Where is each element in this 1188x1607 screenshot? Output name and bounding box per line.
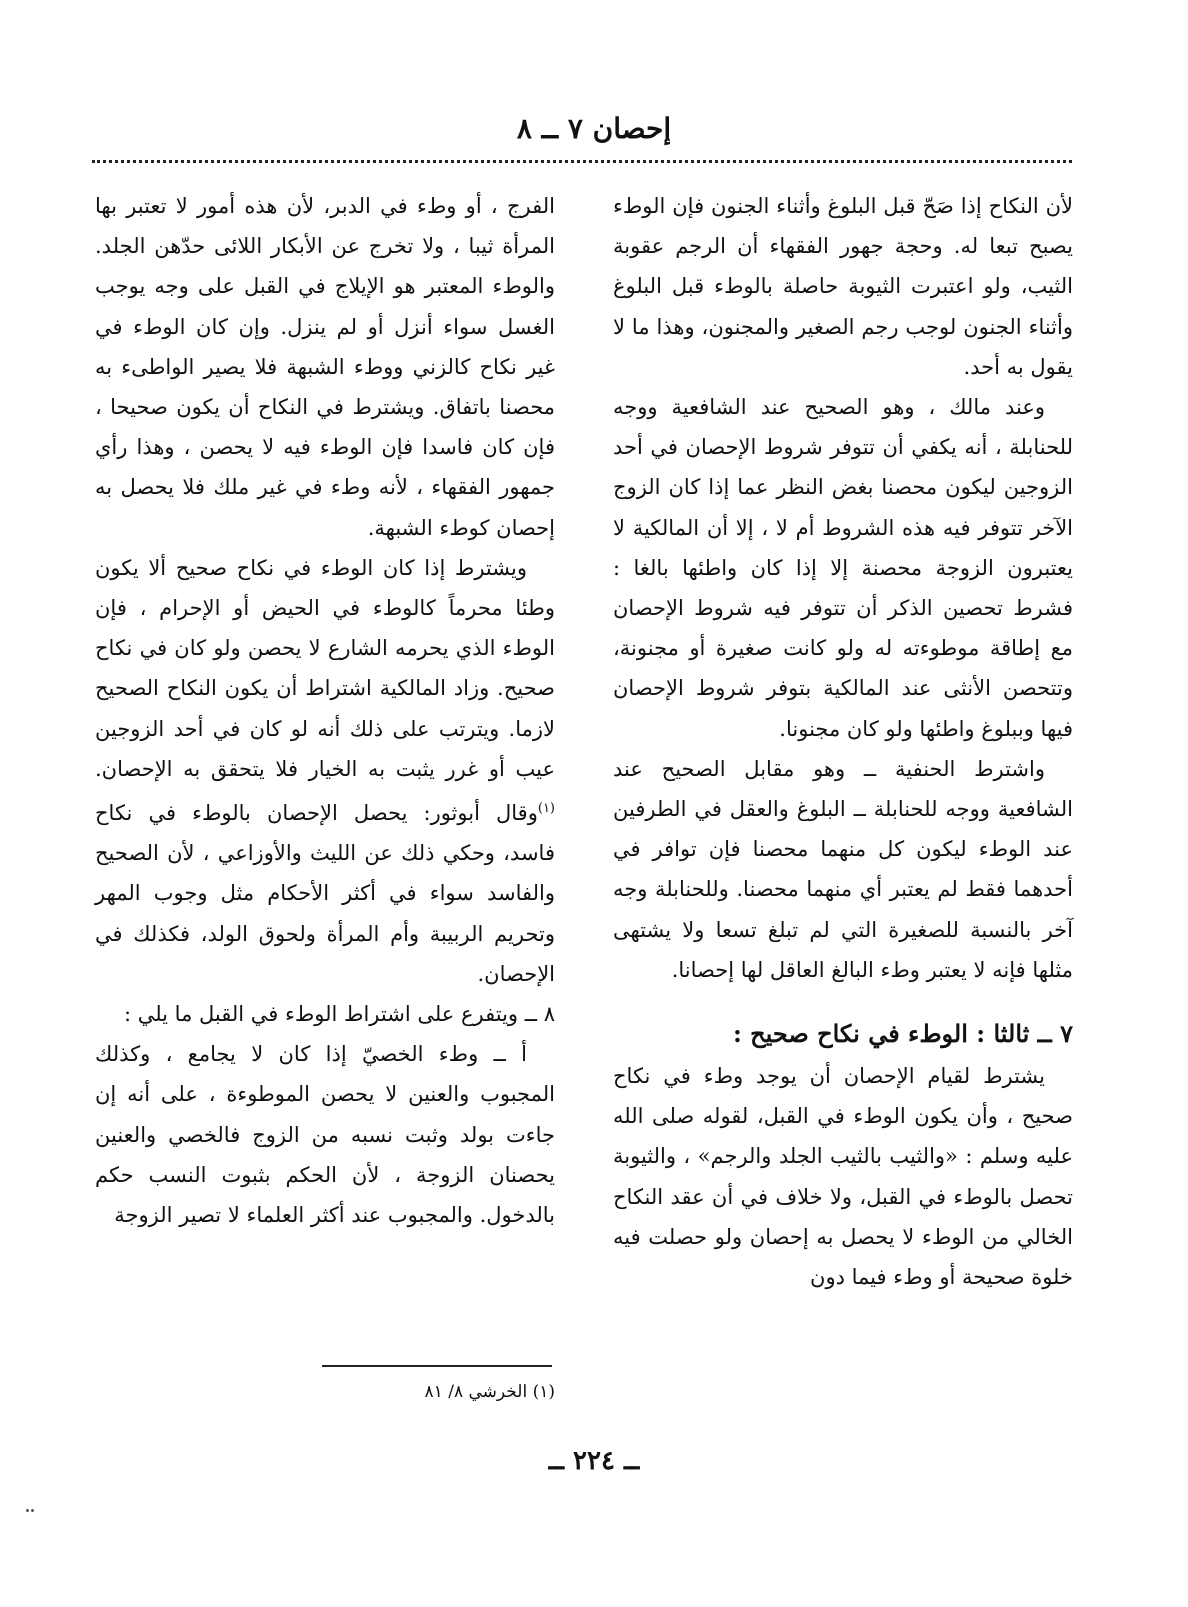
right-paragraph-4: يشترط لقيام الإحصان أن يوجد وطء في نكاح صحيح ، وأن يكون الوطء في القبل، لقوله صلى الله عليه وسلم : «والثيب بالثيب الجلد والرجم» ، والثيوبة تحصل بالوطء في القبل، ولا خلاف في أن عقد النكاح الخالي من الوطء لا يحصل به إحصان ولو حصلت فيه خلوة صحيحة أو وطء فيما دون [613,1064,1073,1290]
right-paragraph-1: لأن النكاح إذا صَحّ قبل البلوغ وأثناء الجنون فإن الوطء يصبح تبعا له. وحجة جهور الفقهاء أن الرجم عقوبة الثيب، ولو اعتبرت الثيوبة حاصلة بالوطء قبل البلوغ وأثناء الجنون لوجب رجم الصغير والمجنون، وهذا ما لا يقول به أحد. [613,194,1074,379]
footnote-rule [322,1365,552,1367]
right-paragraph-2: وعند مالك ، وهو الصحيح عند الشافعية ووجه للحنابلة ، أنه يكفي أن تتوفر شروط الإحصان في أحد الزوجين ليكون محصنا بغض النظر عما إذا كان الزوج الآخر تتوفر فيه هذه الشروط أم لا ، إلا أن المالكية لا يعتبرون الزوجة محصنة إلا إذا كان واطئها بالغا : فشرط تحصين الذكر أن تتوفر فيه شروط الإحصان مع إطاقة موطوءته له ولو كانت صغيرة أو مجنونة، وتتحصن الأنثى عند المالكية بتوفر شروط الإحصان فيها وببلوغ واطئها ولو كان مجنونا. [613,395,1073,741]
footnote-reference[interactable]: (١) [537,801,555,817]
left-paragraph-2-part-a: ويشترط إذا كان الوطء في نكاح صحيح ألا يكون وطئا محرماً كالوطء في الحيض أو الإحرام ، فإن الوطء الذي يحرمه الشارع لا يحصن ولو كان في نكاح صحيح. وزاد المالكية اشتراط أن يكون النكاح الصحيح لازما. ويترتب على ذلك أنه لو كان في أحد الزوجين عيب أو غرر يثبت به الخيار فلا يتحقق به الإحصان. [95,555,555,781]
running-header: إحصان ٧ ــ ٨ [516,112,672,145]
section-heading-7: ٧ ــ ثالثا : الوطء في نكاح صحيح : [732,1019,1073,1049]
left-column [95,186,555,1235]
left-paragraph-2 [95,548,555,994]
right-paragraph-3: واشترط الحنفية ــ وهو مقابل الصحيح عند الشافعية ووجه للحنابلة ــ البلوغ والعقل في الطرفين عند الوطء ليكون كل منهما محصنا فإن توافر في أحدهما فقط لم يعتبر أي منهما محصنا. وللحنابلة وجه آخر بالنسبة للصغيرة التي لم تبلغ تسعا ولا يشتهى مثلها فإنه لا يعتبر وطء البالغ العاقل لها إحصانا. [613,756,1073,982]
left-paragraph-1: الفرج ، أو وطء في الدبر، لأن هذه أمور لا تعتبر بها المرأة ثيبا ، ولا تخرج عن الأبكار اللائى حدّهن الجلد. والوطء المعتبر هو الإيلاج في القبل على وجه يوجب الغسل سواء أنزل أو لم ينزل. وإن كان الوطء في غير نكاح كالزني ووطء الشبهة فلا يصير الواطىء به محصنا باتفاق. ويشترط في النكاح أن يكون صحيحا ، فإن كان فاسدا فإن الوطء فيه لا يحصن ، وهذا رأي جمهور الفقهاء ، لأنه وطء في غير ملك فلا يحصل به إحصان كوطء الشبهة. [95,194,555,540]
left-paragraph-2-part-b: وقال أبوثور: يحصل الإحصان بالوطء في نكاح فاسد، وحكي ذلك عن الليث والأوزاعي ، لأن الصحيح والفاسد سواء في أكثر الأحكام مثل وجوب المهر وتحريم الربيبة وأم المرأة ولحوق الولد، فكذلك في الإحصان. [95,801,555,986]
right-column [613,186,1073,1297]
header-dotted-rule [92,160,1072,163]
page-number: ــ ٢٢٤ ــ [548,1446,640,1476]
left-paragraph-4: أ ــ وطء الخصيّ إذا كان لا يجامع ، وكذلك المجبوب والعنين لا يحصن الموطوءة ، على أنه إن جاءت بولد وثبت نسبه من الزوج فالخصي والعنين يحصنان الزوجة ، لأن الحكم بثبوت النسب حكم بالدخول. والمجبوب عند أكثر العلماء لا تصير الزوجة [95,1042,555,1228]
section-heading-8: ٨ ــ ويتفرع على اشتراط الوطء في القبل ما يلي : [123,1002,555,1027]
scan-speck [26,1497,40,1501]
footnote: (١) الخرشي ٨/ ٨١ [424,1382,555,1402]
